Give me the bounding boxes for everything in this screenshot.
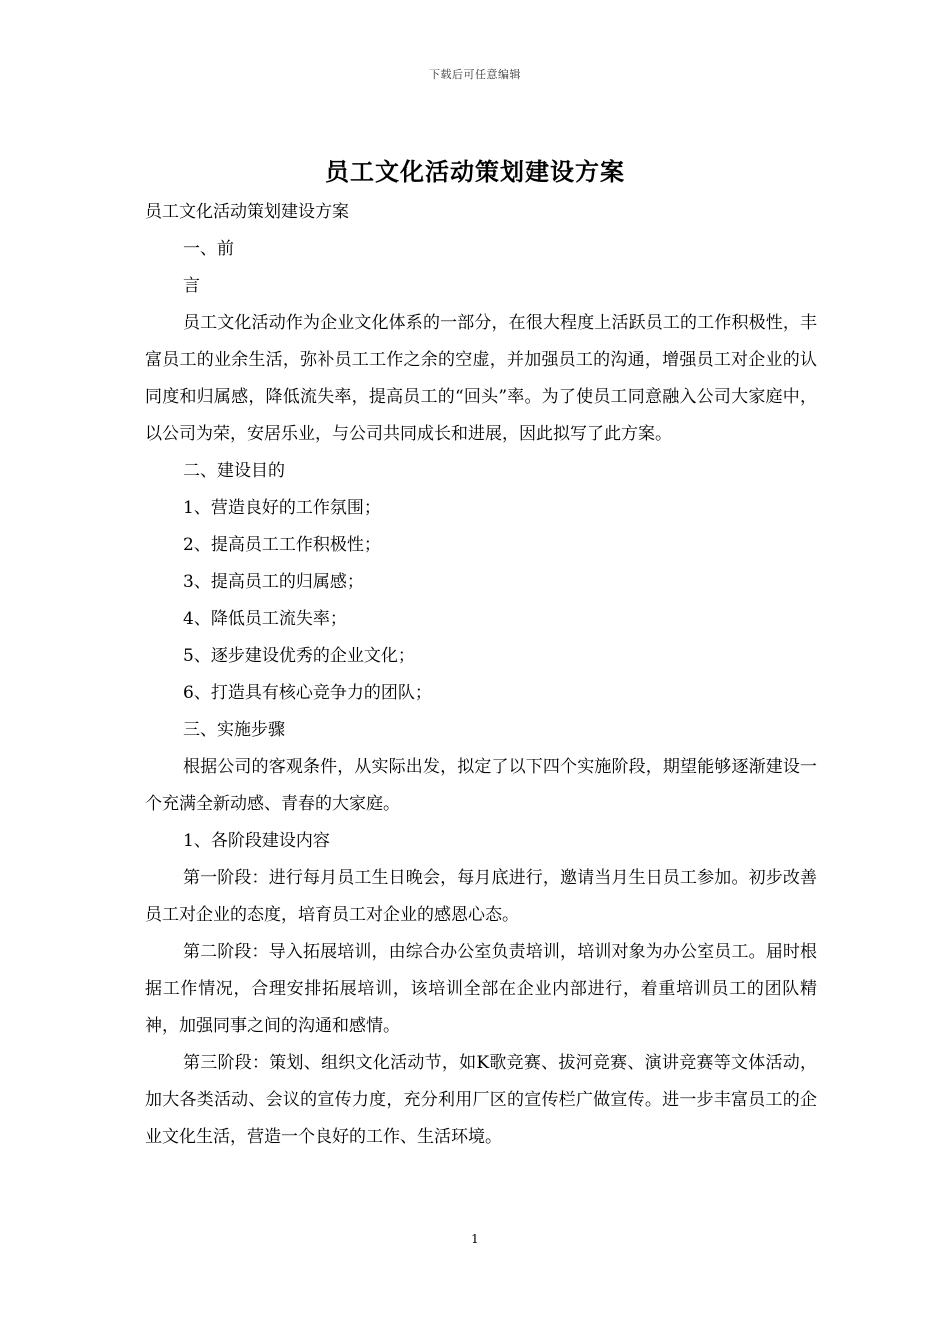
paragraph-steps-intro: 根据公司的客观条件，从实际出发，拟定了以下四个实施阶段，期望能够逐渐建设一个充满全新动感、青春的大家庭。 bbox=[145, 757, 817, 814]
section-heading-steps: 三、实施步骤 bbox=[183, 720, 285, 740]
paragraph-preface: 员工文化活动作为企业文化体系的一部分，在很大程度上活跃员工的工作积极性，丰富员工的业余生活，弥补员工工作之余的空虚，并加强员工的沟通，增强员工对企业的认同度和归属感，降低流失率，提高员工的“回头”率。为了使员工同意融入公司大家庭中，以公司为荣，安居乐业，与公司共同成长和进展，因此拟写了此方案。 bbox=[145, 313, 817, 444]
document-title: 员工文化活动策划建设方案 bbox=[325, 157, 625, 186]
document-body bbox=[145, 194, 817, 1156]
section-heading-preface: 一、前 bbox=[183, 239, 234, 259]
page-number: 1 bbox=[471, 1232, 479, 1246]
section-heading-preface-cont: 言 bbox=[183, 276, 200, 296]
page-header: 下载后可任意编辑 bbox=[429, 68, 521, 81]
list-item-goal-4: 4、降低员工流失率； bbox=[183, 609, 347, 629]
subsection-heading-stages: 1、各阶段建设内容 bbox=[183, 831, 330, 851]
paragraph-stage-3: 第三阶段：策划、组织文化活动节，如K歌竞赛、拔河竞赛、演讲竞赛等文体活动，加大各类活动、会议的宣传力度，充分利用厂区的宣传栏广做宣传。进一步丰富员工的企业文化生活，营造一个良好的工作、生活环境。 bbox=[145, 1053, 817, 1147]
paragraph-stage-1: 第一阶段：进行每月员工生日晚会，每月底进行，邀请当月生日员工参加。初步改善员工对企业的态度，培育员工对企业的感恩心态。 bbox=[145, 868, 817, 925]
list-item-goal-2: 2、提高员工工作积极性； bbox=[183, 535, 381, 555]
paragraph-stage-2: 第二阶段：导入拓展培训，由综合办公室负责培训，培训对象为办公室员工。届时根据工作情况，合理安排拓展培训，该培训全部在企业内部进行，着重培训员工的团队精神，加强同事之间的沟通和感情。 bbox=[145, 942, 817, 1036]
list-item-goal-6: 6、打造具有核心竞争力的团队； bbox=[183, 683, 432, 703]
list-item-goal-3: 3、提高员工的归属感； bbox=[183, 572, 364, 592]
paragraph-subtitle: 员工文化活动策划建设方案 bbox=[145, 202, 349, 222]
list-item-goal-1: 1、营造良好的工作氛围； bbox=[183, 498, 381, 518]
list-item-goal-5: 5、逐步建设优秀的企业文化； bbox=[183, 646, 415, 666]
section-heading-goals: 二、建设目的 bbox=[183, 461, 285, 481]
